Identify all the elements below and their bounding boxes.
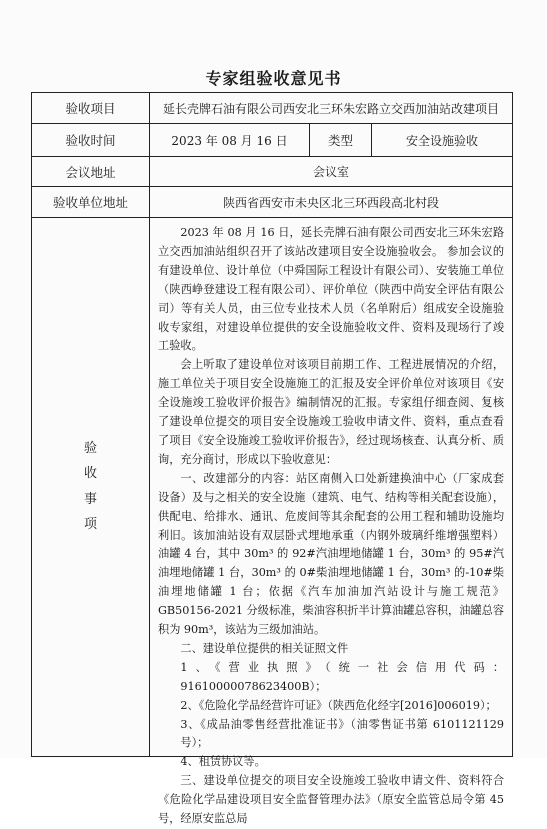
paragraph-compliance: 三、建设单位提交的项目安全设施竣工验收申请文件、资料符合《危险化学品建设项目安全监督管理办法》（原安全监管总局令第 45 号，经原安监总局 (158, 774, 505, 826)
matters-label (32, 218, 150, 757)
venue-value: 会议室 (150, 157, 513, 187)
project-value: 延长壳牌石油有限公司西安北三环朱宏路立交西加油站改建项目 (150, 93, 513, 124)
matters-label-char: 项 (83, 516, 97, 532)
acceptance-form-table (31, 92, 513, 826)
license-item: 2、《危险化学品经营许可证》（陕西危化经字[2016]006019）； (180, 698, 497, 712)
matters-text (158, 224, 505, 826)
time-label: 验收时间 (32, 124, 150, 157)
unit-address-label: 验收单位地址 (32, 187, 150, 218)
matters-content (150, 218, 513, 826)
venue-label: 会议地址 (32, 157, 150, 187)
matters-label-char: 验 (83, 441, 97, 457)
unit-address-value: 陕西省西安市未央区北三环西段高北村段 (150, 187, 513, 218)
matters-row (32, 218, 513, 757)
paragraph-review: 会上听取了建设单位对该项目前期工作、工程进展情况的介绍，施工单位关于项目安全设施施工的汇报及安全评价单位对该项目《安全设施竣工验收评价报告》编制情况的汇报。专家组仔细查阅、复核了建设单位提交的项目安全设施竣工验收申请文件、资料，重点查看了项目《安全设施竣工验收评价报告》，经过现场核查、认真分析、质询，充分商讨，形成以下验收意见： (158, 358, 505, 466)
license-item: 4、租赁协议等。 (180, 755, 266, 769)
project-label: 验收项目 (32, 93, 150, 124)
time-value: 2023 年 08 月 16 日 (150, 124, 310, 157)
type-value: 安全设施验收 (372, 124, 513, 157)
paragraph-licenses-heading: 二、建设单位提供的相关证照文件 (180, 641, 349, 655)
license-item: 3、《成品油零售经营批准证书》（油零售证书第 6101121129 号）； (180, 717, 505, 750)
venue-row (32, 157, 513, 187)
time-row (32, 124, 513, 157)
license-item: 1、《营业执照》（统一社会信用代码：91610000078623400B）； (180, 660, 505, 693)
project-row (32, 93, 513, 124)
matters-label-char: 事 (83, 491, 97, 507)
type-label: 类型 (310, 124, 372, 157)
document-title: 专家组验收意见书 (205, 69, 342, 88)
unit-address-row (32, 187, 513, 218)
paragraph-scope: 一、改建部分的内容：站区南侧入口处新建换油中心（厂家成套设备）及与之相关的安全设施（建筑、电气、结构等相关配套设施），供配电、给排水、通讯、危废间等其余配套的公用工程和辅助设施均利旧。该加油站设有双层卧式埋地承重（内钢外玻璃纤维增强塑料）油罐 4 台，其中 30m³ 的 92#汽油埋地储罐 1 台，30m³ 的 95#汽油埋地储罐 1 台，30m³ 的 0#柴油埋地储罐 1 台，30m³ 的-10#柴油埋地储罐 1 台；依据《汽车加油加汽站设计与施工规范》GB50156-2021 分级标准，柴油容积折半计算油罐总容积，油罐总容积为 90m³，该站为三级加油站。 (158, 471, 505, 637)
matters-label-char: 收 (83, 466, 97, 482)
paragraph-meeting: 2023 年 08 月 16 日，延长壳牌石油有限公司西安北三环朱宏路立交西加油站组织召开了该站改建项目安全设施验收会。 参加会议的有建设单位、设计单位（中舜国际工程设计有限公司）、安装施工单位（陕西峥登建设工程有限公司）、评价单位（陕西中尚安全评估有限公司）等有关人员，由三位专业技术人员（名单附后）组成安全设施验收专家组，对建设单位提供的安全设施验收文件、资料及现场行了竣工验收。 (158, 226, 505, 353)
